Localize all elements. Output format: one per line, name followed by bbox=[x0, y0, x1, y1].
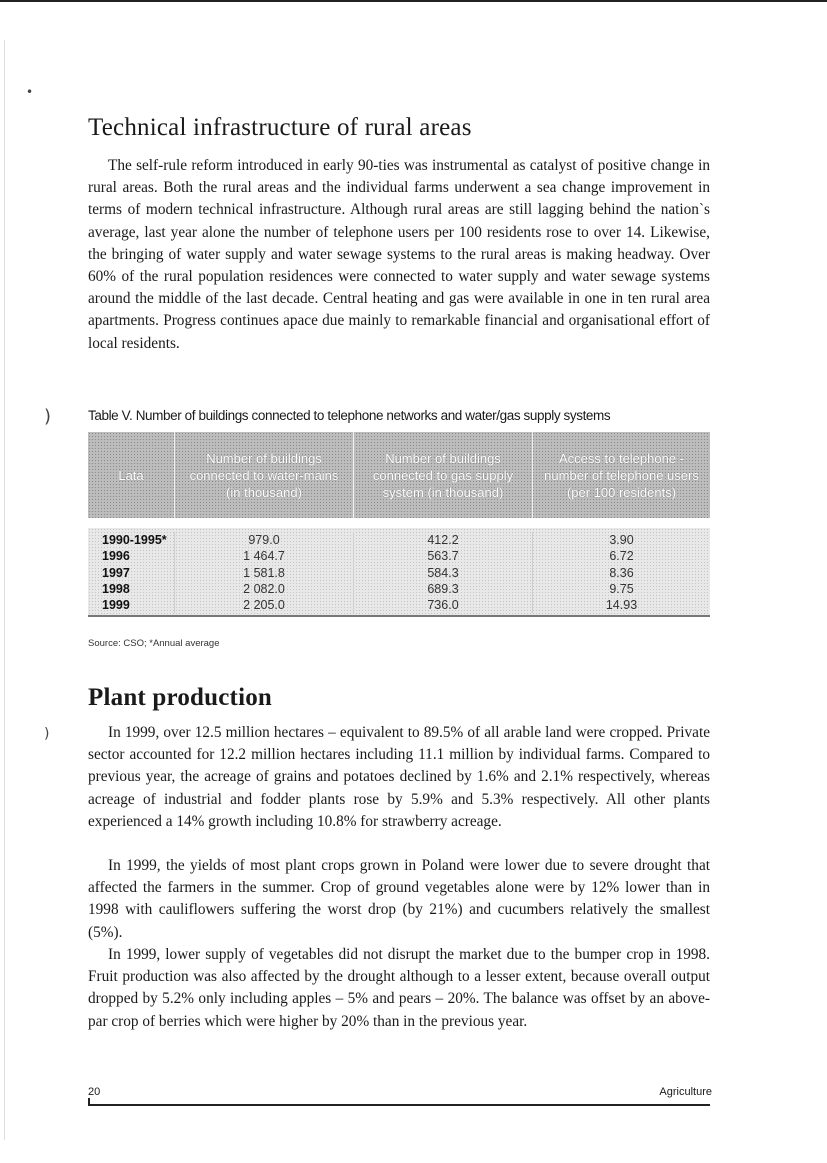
table-row bbox=[88, 597, 710, 613]
table-cell: 563.7 bbox=[353, 548, 532, 564]
margin-bracket: ) bbox=[44, 726, 50, 742]
table-cell: 14.93 bbox=[532, 597, 710, 613]
paragraph-plant-production-3: In 1999, lower supply of vegetables did not disrupt the market due to the bumper crop in 1998. Fruit production was also affected by the drought although to a lesser extent, because overall output dropped by 5.2% only including apples – 5% and pears – 20%. The balance was offset by an above- par crop of berries which were higher by 20% than in the previous year. bbox=[88, 946, 710, 1030]
table-source-note: Source: CSO; *Annual average bbox=[88, 638, 220, 649]
left-binding-edge bbox=[4, 40, 5, 1140]
table-caption: Table V. Number of buildings connected to telephone networks and water/gas supply systems bbox=[88, 408, 611, 423]
section-title-plant-production: Plant production bbox=[88, 684, 273, 711]
page-number: 20 bbox=[88, 1086, 101, 1098]
table-row bbox=[88, 581, 710, 597]
table-cell: 1 464.7 bbox=[174, 548, 353, 564]
table-header-cell: Number of buildings connected to gas supply system (in thousand) bbox=[353, 432, 532, 518]
table-cell-year: 1990-1995* bbox=[102, 533, 167, 547]
table-cell: 689.3 bbox=[353, 581, 532, 597]
infrastructure-table bbox=[88, 432, 710, 617]
table-cell-year: 1996 bbox=[102, 549, 130, 564]
table-cell: 3.90 bbox=[532, 532, 710, 548]
table-cell-year: 1999 bbox=[102, 598, 130, 613]
paragraph-plant-production-1: In 1999, over 12.5 million hectares – equivalent to 89.5% of all arable land were cropped. Private sector accounted for 12.2 million hectares including 11.1 million by individual farms. Compared to previous year, the acreage of grains and potatoes declined by 1.6% and 2.1% respectively, whereas acreage of industrial and fodder plants rose by 5.9% and 5.3% respectively. All other plants experienced a 14% growth including 10.8% for strawberry acreage. bbox=[88, 724, 710, 830]
paragraph-plant-production-2: In 1999, the yields of most plant crops grown in Poland were lower due to severe drought that affected the farmers in the summer. Crop of ground vegetables alone were by 12% lower than in 1998 with cauliflowers suffering the worst drop (by 21%) and cucumbers relatively the smallest (5%). bbox=[88, 857, 710, 941]
footer-tick bbox=[88, 1098, 90, 1106]
table-row bbox=[88, 532, 710, 548]
table-header-cell: Lata bbox=[118, 467, 144, 483]
table-cell: 6.72 bbox=[532, 548, 710, 564]
margin-dot: • bbox=[26, 85, 34, 99]
table-cell: 2 205.0 bbox=[174, 597, 353, 613]
table-row bbox=[88, 565, 710, 581]
table-cell-year: 1997 bbox=[102, 565, 130, 580]
table-cell: 8.36 bbox=[532, 565, 710, 581]
table-cell: 979.0 bbox=[174, 532, 353, 548]
table-header bbox=[88, 432, 710, 518]
table-header-cell: Access to telephone - number of telephone users (per 100 residents) bbox=[532, 432, 710, 518]
table-cell: 2 082.0 bbox=[174, 581, 353, 597]
top-rule bbox=[0, 0, 827, 2]
table-cell-year: 1998 bbox=[102, 581, 130, 596]
table-body bbox=[88, 528, 710, 617]
table-row bbox=[88, 548, 710, 564]
section-title-infrastructure: Technical infrastructure of rural areas bbox=[88, 114, 472, 141]
footer-section-label: Agriculture bbox=[659, 1086, 712, 1098]
table-cell: 9.75 bbox=[532, 581, 710, 597]
table-cell: 1 581.8 bbox=[174, 565, 353, 581]
footer-rule bbox=[88, 1104, 710, 1106]
paragraph-infrastructure: The self-rule reform introduced in early 90-ties was instrumental as catalyst of positive change in rural areas. Both the rural areas and the individual farms underwent a sea change improvement in terms of modern technical infrastructure. Although rural areas are still lagging behind the nation`s average, last year alone the number of telephone users per 100 residents rose to over 14. Likewise, the bringing of water supply and water sewage systems to the rural areas is making headway. Over 60% of the rural population residences were connected to water supply and water sewage systems around the middle of the last decade. Central heating and gas were available in one in ten rural area apartments. Progress continues apace due mainly to remarkable financial and organisational effort of local residents. bbox=[88, 157, 710, 352]
table-cell: 584.3 bbox=[353, 565, 532, 581]
margin-bracket: ) bbox=[44, 406, 52, 427]
table-header-cell: Number of buildings connected to water-mains (in thousand) bbox=[174, 432, 353, 518]
table-cell: 736.0 bbox=[353, 597, 532, 613]
table-cell: 412.2 bbox=[353, 532, 532, 548]
